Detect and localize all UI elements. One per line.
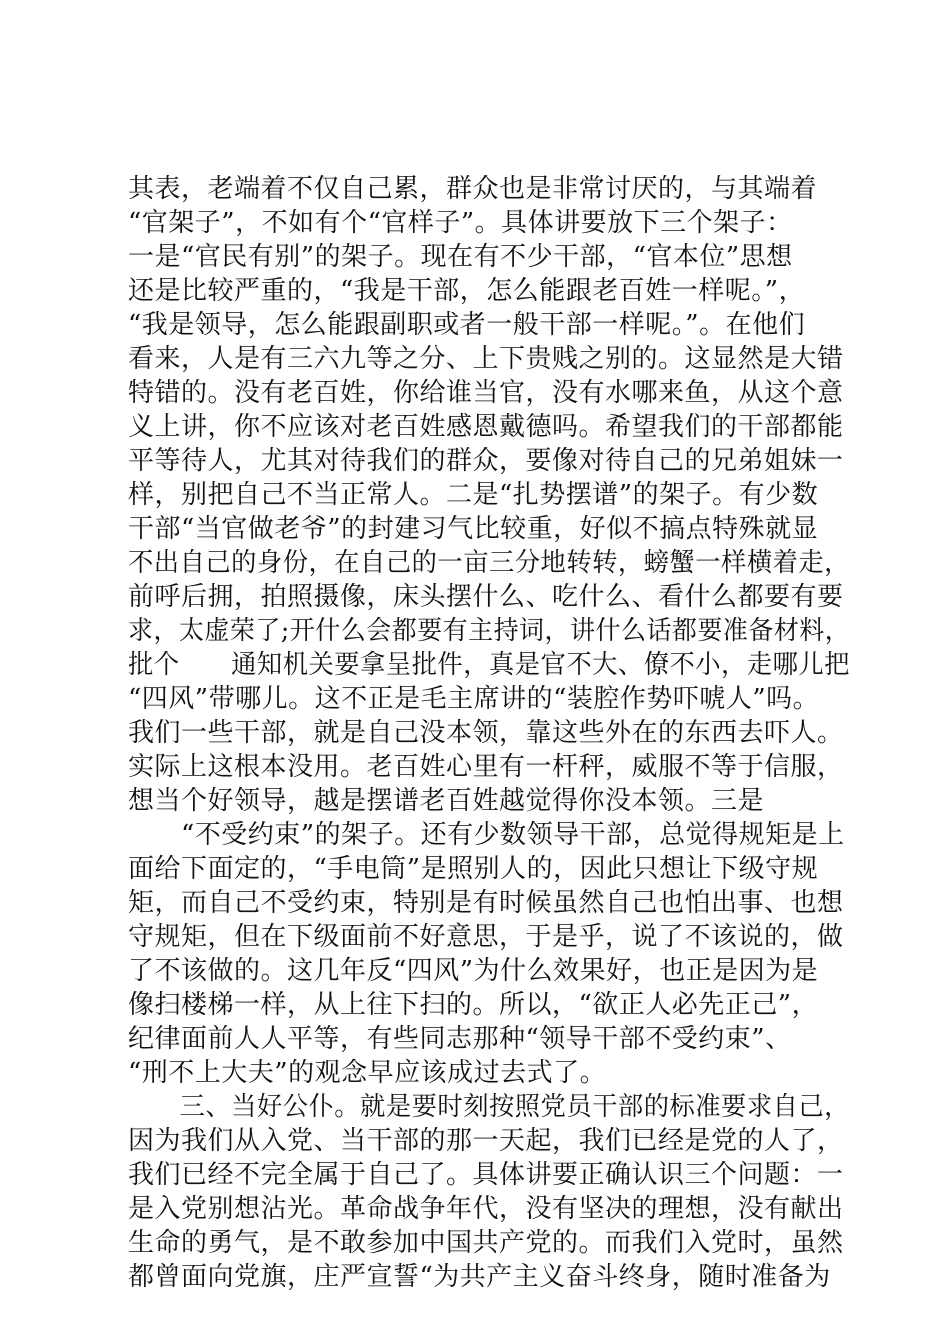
text-line: 都曾面向党旗，庄严宣誓“为共产主义奋斗终身，随时准备为 bbox=[128, 1262, 831, 1292]
text-line: 像扫楼梯一样，从上往下扫的。所以，“欲正人必先正己”， bbox=[128, 990, 819, 1020]
text-line: 生命的勇气，是不敢参加中国共产党的。而我们入党时，虽然 bbox=[128, 1228, 844, 1258]
text-line: 想当个好领导，越是摆谱老百姓越觉得你没本领。三是 bbox=[128, 786, 765, 816]
text-line: 三、当好公仆。就是要时刻按照党员干部的标准要求自己， bbox=[128, 1092, 850, 1122]
text-line: 看来，人是有三六九等之分、上下贵贱之别的。这显然是大错 bbox=[128, 344, 844, 374]
text-line: 前呼后拥，拍照摄像，床头摆什么、吃什么、看什么都要有要 bbox=[128, 582, 844, 612]
text-line: “官架子”，不如有个“官样子”。具体讲要放下三个架子： bbox=[128, 208, 793, 238]
text-line: “我是领导，怎么能跟副职或者一般干部一样呢。”。在他们 bbox=[128, 310, 806, 340]
text-line: 其表，老端着不仅自己累，群众也是非常讨厌的，与其端着 bbox=[128, 174, 818, 204]
text-line: 特错的。没有老百姓，你给谁当官，没有水哪来鱼，从这个意 bbox=[128, 378, 844, 408]
text-line: 因为我们从入党、当干部的那一天起，我们已经是党的人了， bbox=[128, 1126, 844, 1156]
text-line: 求，太虚荣了;开什么会都要有主持词，讲什么话都要准备材料， bbox=[128, 616, 851, 646]
text-line: 平等待人，尤其对待我们的群众，要像对待自己的兄弟姐妹一 bbox=[128, 446, 844, 476]
text-line: 了不该做的。这几年反“四风”为什么效果好，也正是因为是 bbox=[128, 956, 819, 986]
text-line: 纪律面前人人平等，有些同志那种“领导干部不受约束”、 bbox=[128, 1024, 792, 1054]
text-line: 守规矩，但在下级面前不好意思，于是乎，说了不该说的，做 bbox=[128, 922, 844, 952]
text-line: “四风”带哪儿。这不正是毛主席讲的“装腔作势吓唬人”吗。 bbox=[128, 684, 820, 714]
text-line: “刑不上大夫”的观念早应该成过去式了。 bbox=[128, 1058, 607, 1088]
text-line: 干部“当官做老爷”的封建习气比较重，好似不搞点特殊就显 bbox=[128, 514, 819, 544]
text-line: 还是比较严重的，“我是干部，怎么能跟老百姓一样呢。”， bbox=[128, 276, 806, 306]
text-line: 是入党别想沾光。革命战争年代，没有坚决的理想，没有献出 bbox=[128, 1194, 844, 1224]
text-line: 义上讲，你不应该对老百姓感恩戴德吗。希望我们的干部都能 bbox=[128, 412, 844, 442]
text-line: “不受约束”的架子。还有少数领导干部，总觉得规矩是上 bbox=[128, 820, 845, 850]
text-line: 一是“官民有别”的架子。现在有不少干部，“官本位”思想 bbox=[128, 242, 793, 272]
text-line: 批个 通知机关要拿呈批件，真是官不大、僚不小，走哪儿把 bbox=[128, 650, 850, 680]
text-line: 不出自己的身份，在自己的一亩三分地转转，螃蟹一样横着走， bbox=[128, 548, 850, 578]
text-line: 面给下面定的，“手电筒”是照别人的，因此只想让下级守规 bbox=[128, 854, 819, 884]
text-line: 矩，而自己不受约束，特别是有时候虽然自己也怕出事、也想 bbox=[128, 888, 844, 918]
text-line: 实际上这根本没用。老百姓心里有一杆秤，威服不等于信服， bbox=[128, 752, 844, 782]
text-line: 我们已经不完全属于自己了。具体讲要正确认识三个问题：一 bbox=[128, 1160, 844, 1190]
text-line: 我们一些干部，就是自己没本领，靠这些外在的东西去吓人。 bbox=[128, 718, 844, 748]
text-line: 样，别把自己不当正常人。二是“扎势摆谱”的架子。有少数 bbox=[128, 480, 819, 510]
